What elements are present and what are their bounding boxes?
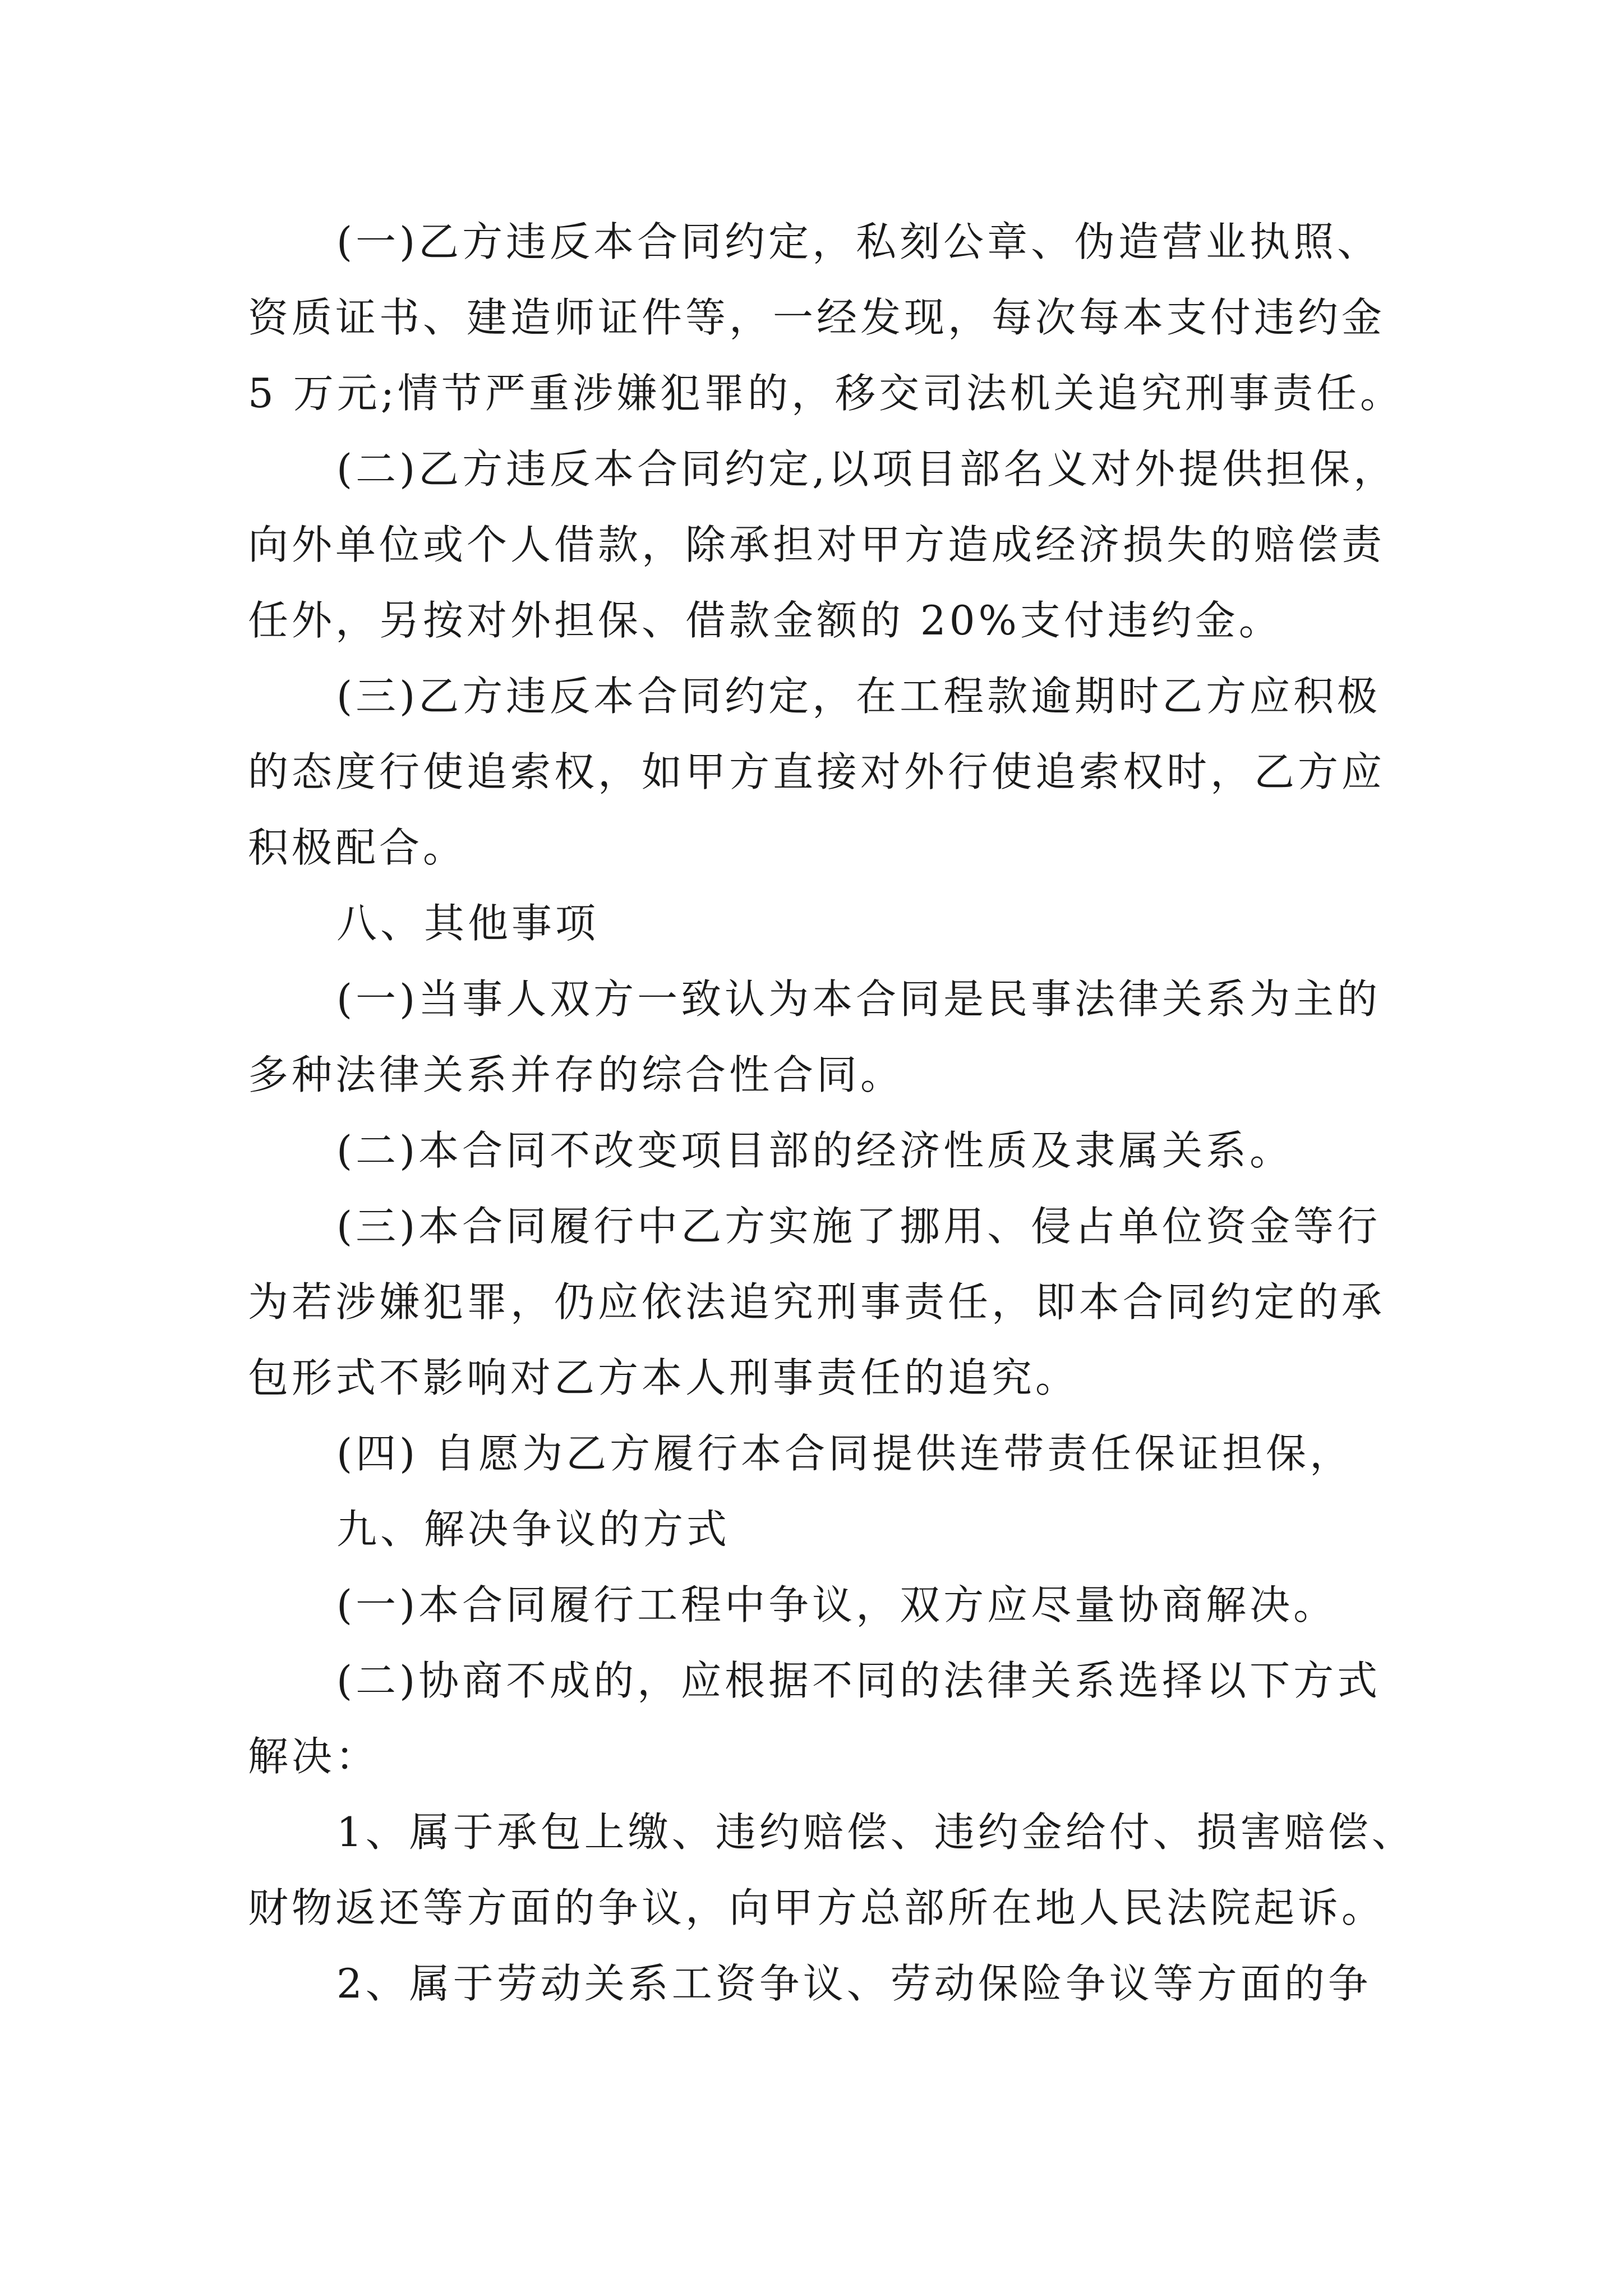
text-line: (一)乙方违反本合同约定，私刻公章、伪造营业执照、: [336, 218, 1381, 265]
text-line: (二)本合同不改变项目部的经济性质及隶属关系。: [336, 1127, 1294, 1174]
text-line: (一)当事人双方一致认为本合同是民事法律关系为主的: [336, 976, 1381, 1023]
text-line: 资质证书、建造师证件等，一经发现，每次每本支付违约金: [248, 294, 1386, 341]
text-line: (二)乙方违反本合同约定,以项目部名义对外提供担保，: [336, 445, 1398, 493]
section-heading: 八、其他事项: [336, 900, 600, 947]
text-line: 积极配合。: [248, 824, 467, 871]
text-line: 5 万元;情节严重涉嫌犯罪的，移交司法机关追究刑事责任。: [248, 370, 1404, 417]
text-line: (四) 自愿为乙方履行本合同提供连带责任保证担保，: [336, 1430, 1354, 1477]
text-line: 任外，另按对外担保、借款金额的 20%支付违约金。: [248, 597, 1283, 644]
text-line: 多种法律关系并存的综合性合同。: [248, 1051, 905, 1098]
section-heading: 九、解决争议的方式: [336, 1506, 731, 1553]
text-line: 向外单位或个人借款，除承担对甲方造成经济损失的赔偿责: [248, 521, 1386, 568]
text-line: (三)乙方违反本合同约定，在工程款逾期时乙方应积极: [336, 673, 1381, 720]
text-line: (一)本合同履行工程中争议，双方应尽量协商解决。: [336, 1581, 1338, 1628]
text-line: 1、属于承包上缴、违约赔偿、违约金给付、损害赔偿、: [336, 1809, 1415, 1856]
text-line: 包形式不影响对乙方本人刑事责任的追究。: [248, 1354, 1080, 1401]
text-line: (三)本合同履行中乙方实施了挪用、侵占单位资金等行: [336, 1203, 1381, 1250]
text-line: 为若涉嫌犯罪，仍应依法追究刑事责任，即本合同约定的承: [248, 1278, 1386, 1326]
text-line: 财物返还等方面的争议，向甲方总部所在地人民法院起诉。: [248, 1884, 1386, 1931]
text-line: 2、属于劳动关系工资争议、劳动保险争议等方面的争: [336, 1960, 1372, 2007]
text-line: 的态度行使追索权，如甲方直接对外行使追索权时，乙方应: [248, 748, 1386, 795]
text-line: (二)协商不成的，应根据不同的法律关系选择以下方式: [336, 1657, 1381, 1704]
text-line: 解决：: [248, 1733, 380, 1780]
